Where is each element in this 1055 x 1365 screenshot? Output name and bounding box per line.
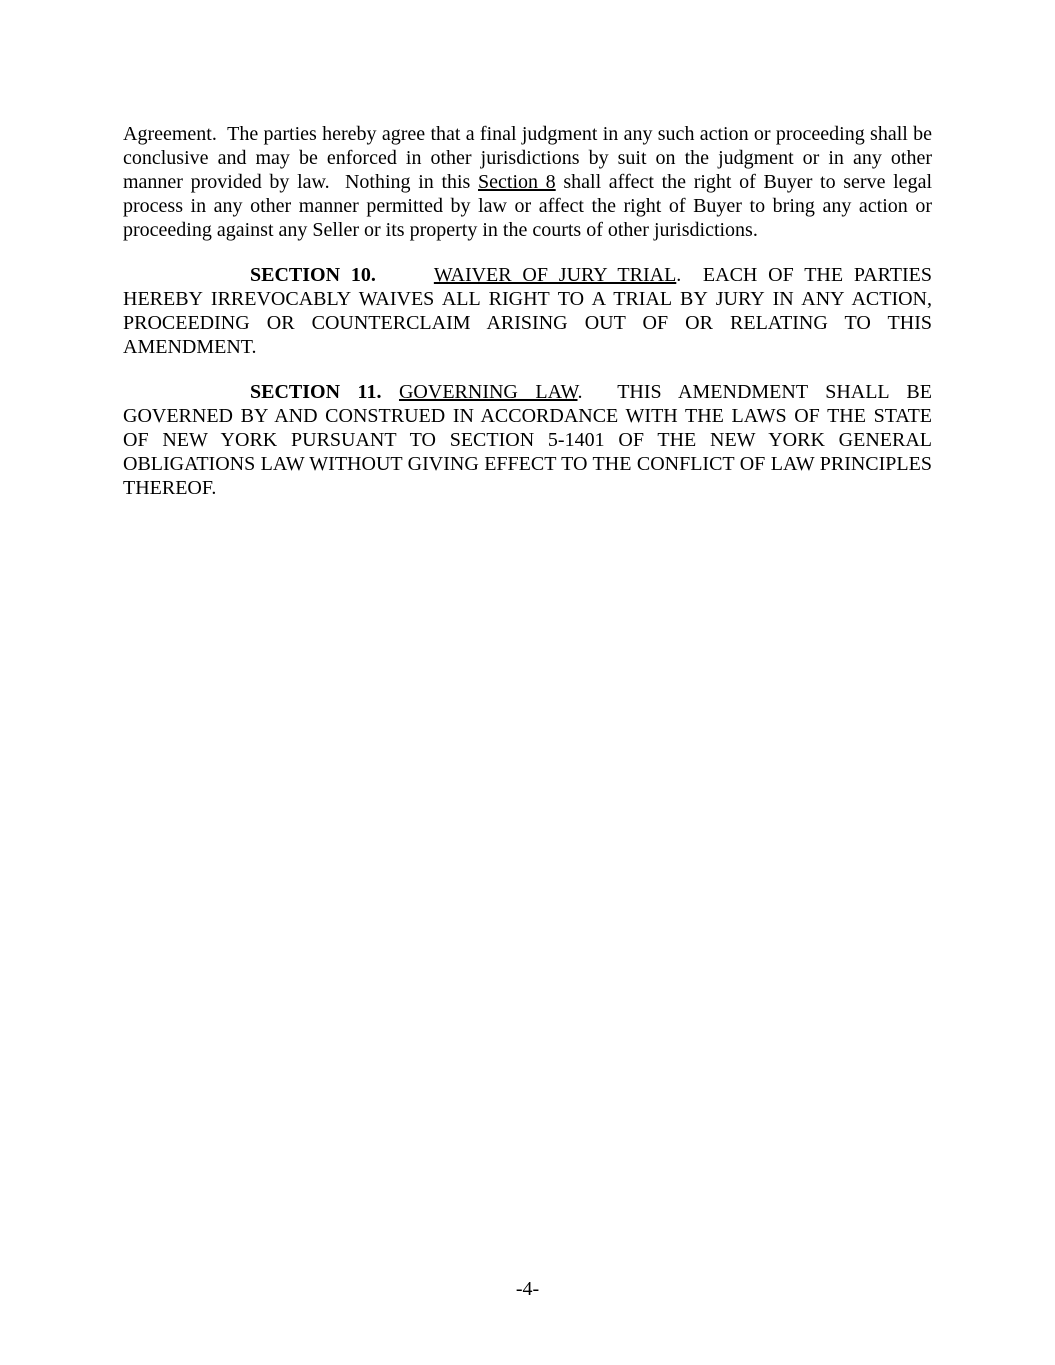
- page-number: -4-: [515, 1278, 540, 1300]
- paragraph-continuation: [123, 122, 932, 242]
- section-8-reference: Section 8: [478, 171, 556, 193]
- section-10-paragraph: [123, 263, 932, 359]
- section-11-title: GOVERNING LAW: [398, 381, 578, 403]
- section-10-body: . EACH OF THE PARTIES HEREBY IRREVOCABLY WAIVES ALL RIGHT TO A TRIAL BY JURY IN ANY ACTION, PROCEEDING OR COUNTERCLAIM ARISING OUT OF OR RELATING TO THIS AMENDMENT.: [123, 264, 932, 358]
- section-10-title: WAIVER OF JURY TRIAL: [433, 264, 677, 286]
- section-11-heading: SECTION 11.: [250, 381, 382, 403]
- continuation-text-pre: Agreement. The parties hereby agree that a final judgment in any such action or proceeding shall be conclusive and may be enforced in other jurisdictions by suit on the judgment or in any other manner provided by law. Nothing in this: [123, 123, 932, 193]
- section-10-heading: SECTION 10.: [250, 264, 376, 286]
- section-11-paragraph: [123, 380, 932, 500]
- section-11-body: . THIS AMENDMENT SHALL BE GOVERNED BY AND CONSTRUED IN ACCORDANCE WITH THE LAWS OF THE STATE OF NEW YORK PURSUANT TO SECTION 5-1401 OF THE NEW YORK GENERAL OBLIGATIONS LAW WITHOUT GIVING EFFECT TO THE CONFLICT OF LAW PRINCIPLES THEREOF.: [123, 381, 932, 499]
- continuation-text-post: shall affect the right of Buyer to serve legal process in any other manner permitted by law or affect the right of Buyer to bring any action or proceeding against any Seller or its property in the courts of other jurisdictions.: [123, 171, 932, 241]
